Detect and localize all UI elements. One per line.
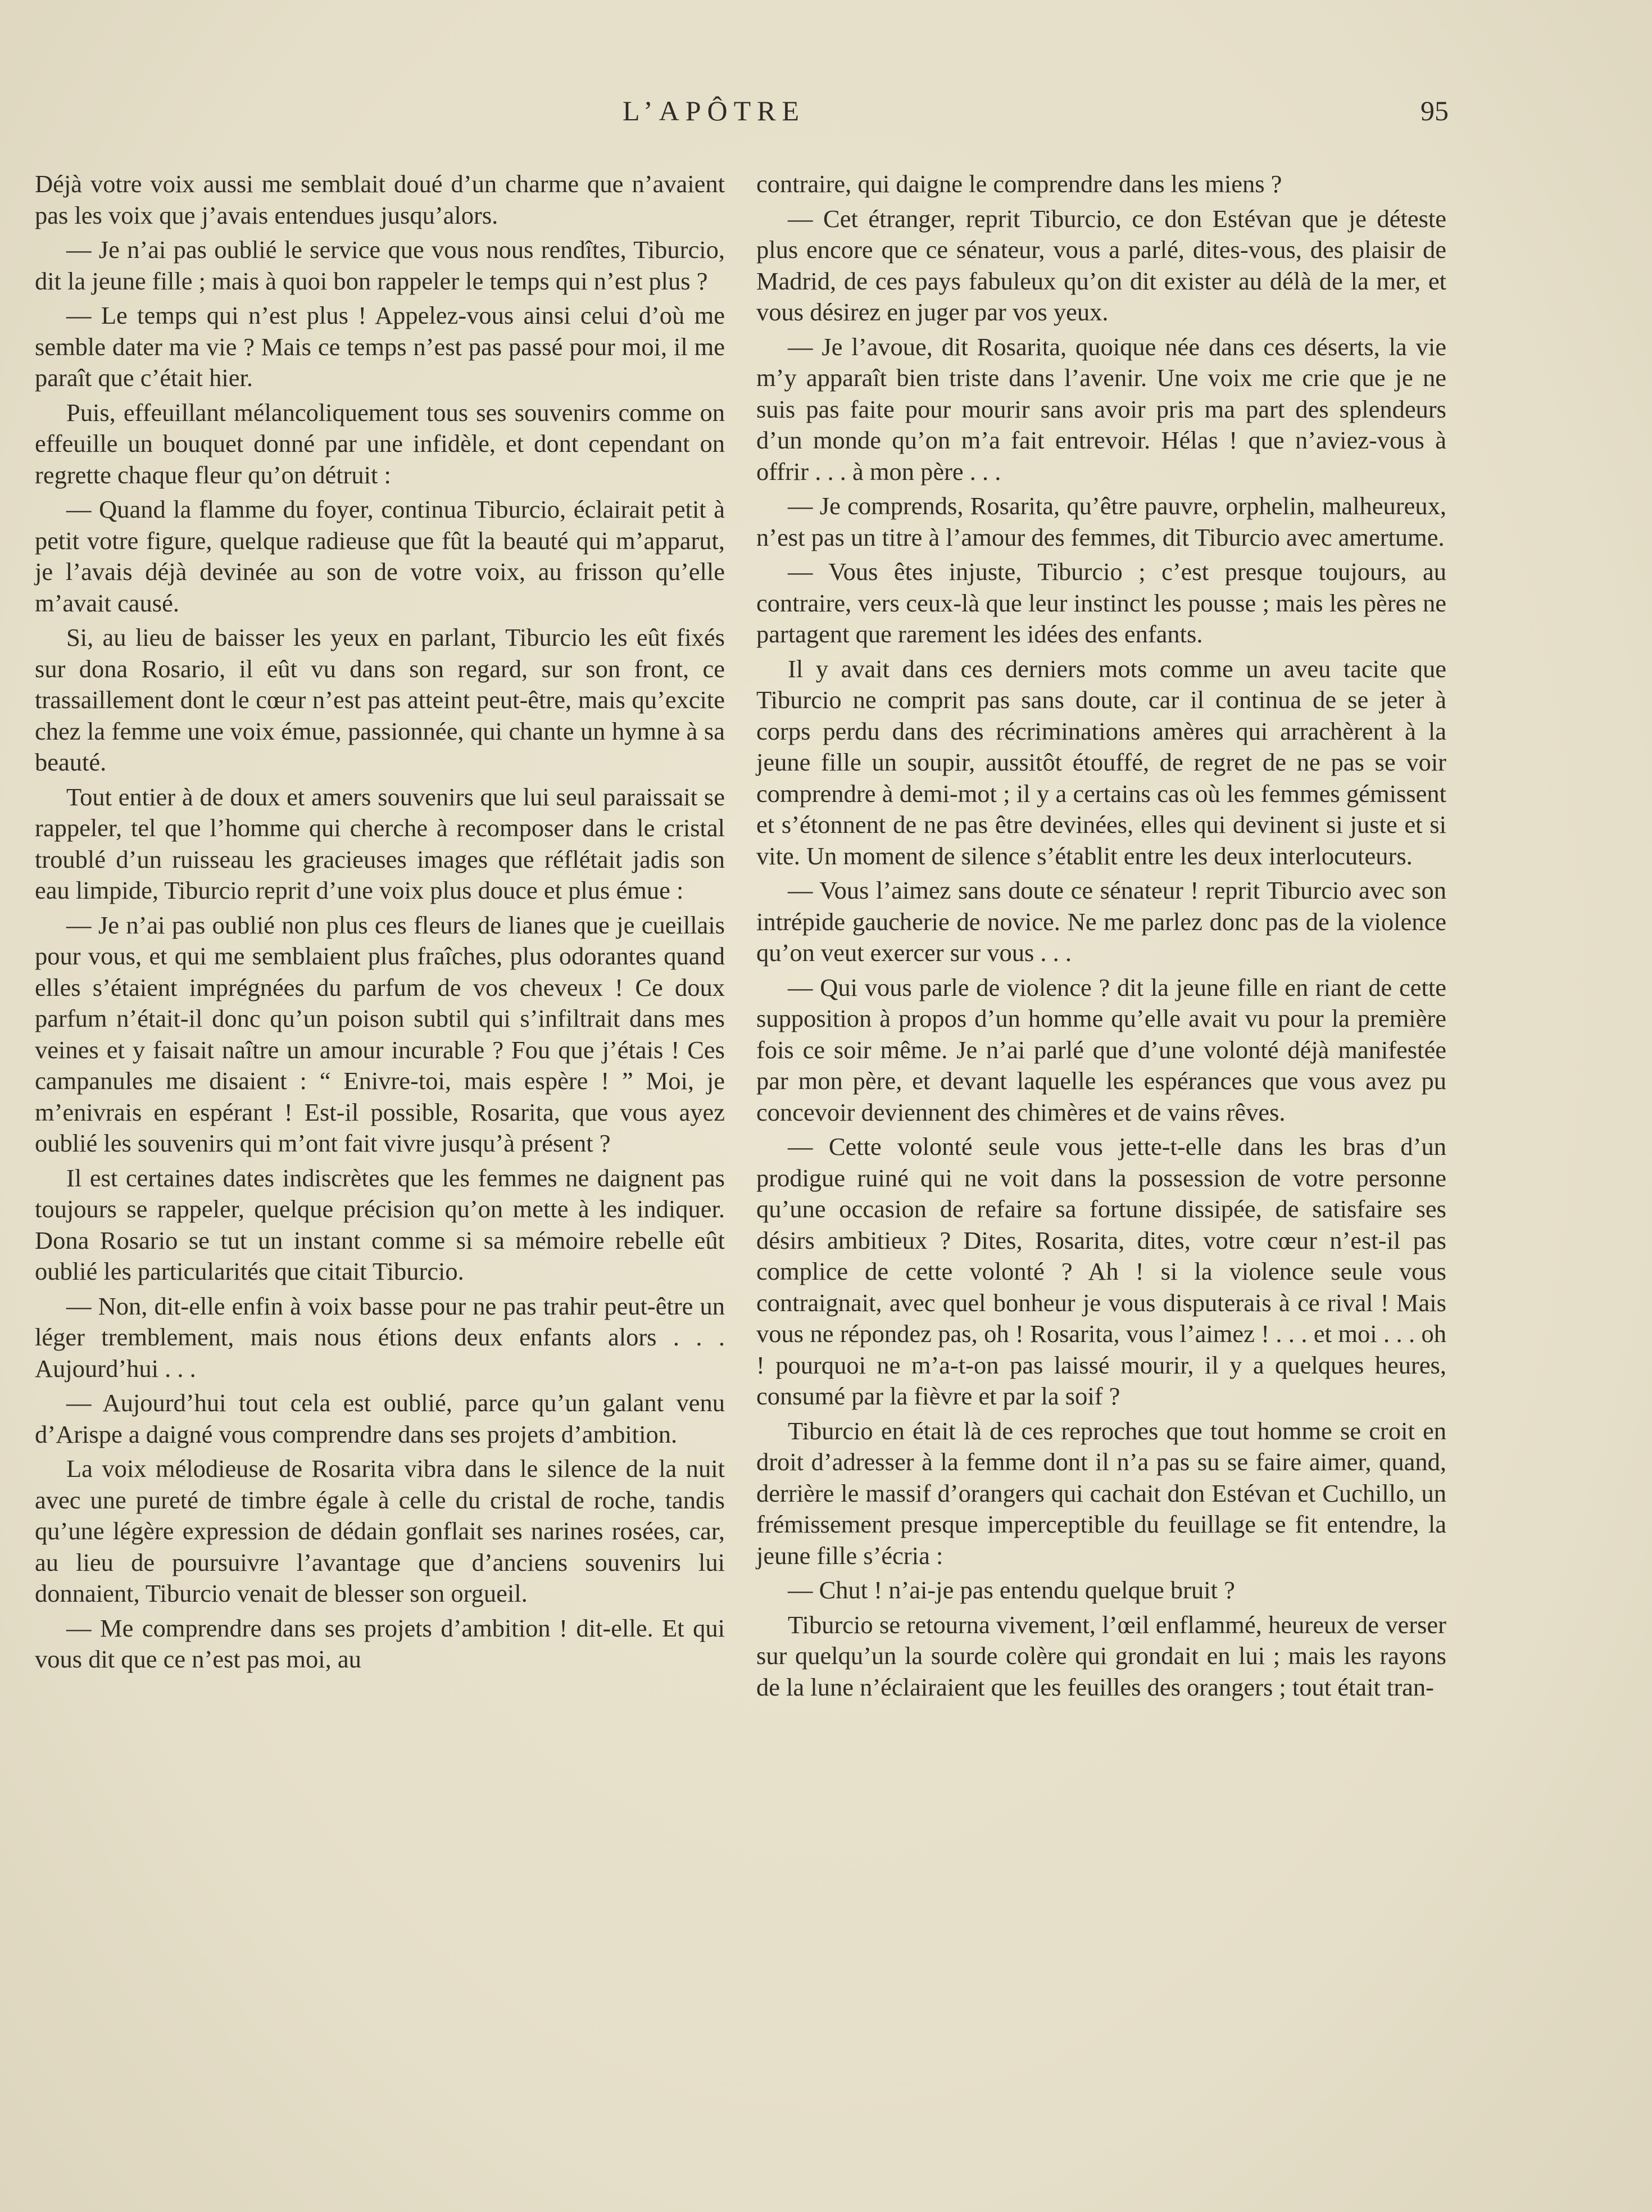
paragraph: Tiburcio se retourna vivement, l’œil enflammé, heureux de verser sur quelqu’un la sourde colère qui grondait en lui ; mais les rayons de la lune n’éclairaient que les feuilles des orangers ; tout était tran- <box>756 1610 1446 1701</box>
paragraph: La voix mélodieuse de Rosarita vibra dans le silence de la nuit avec une pureté de timbre égale à celle du cristal de roche, tandis qu’une légère expression de dédain gonflait ses narines rosées, car, au lieu de poursuivre l’avantage que d’anciens souvenirs lui donnaient, Tiburcio venait de blesser son orgueil. <box>35 1454 725 1607</box>
page-number: 95 <box>1420 95 1449 126</box>
paragraph: — Cet étranger, reprit Tiburcio, ce don Estévan que je déteste plus encore que ce sénateur, vous a parlé, dites-vous, des plaisir de Madrid, de ces pays fabuleux qu’on dit exister au délà de la mer, et vous désirez en juger par vos yeux. <box>756 204 1446 326</box>
running-head <box>0 94 1652 134</box>
left-column <box>35 169 725 1679</box>
running-title: L’APÔTRE <box>623 95 806 126</box>
paragraph: — Je n’ai pas oublié le service que vous nous rendîtes, Tiburcio, dit la jeune fille ; mais à quoi bon rappeler le temps qui n’est plus ? <box>35 235 725 295</box>
paragraph: Tiburcio en était là de ces reproches que tout homme se croit en droit d’adresser à la femme dont il n’a pas su se faire aimer, quand, derrière le massif d’orangers qui cachait don Estévan et Cuchillo, un frémissement presque imperceptible du feuillage se fit entendre, la jeune fille s’écria : <box>756 1416 1446 1570</box>
paragraph: Tout entier à de doux et amers souvenirs que lui seul paraissait se rappeler, tel que l’homme qui cherche à recomposer dans le cristal troublé d’un ruisseau les gracieuses images que réflétait jadis son eau limpide, Tiburcio reprit d’une voix plus douce et plus émue : <box>35 782 725 904</box>
paragraph: — Je comprends, Rosarita, qu’être pauvre, orphelin, malheureux, n’est pas un titre à l’amour des femmes, dit Tiburcio avec amertume. <box>756 492 1446 551</box>
paragraph: — Me comprendre dans ses projets d’ambition ! dit-elle. Et qui vous dit que ce n’est pas moi, au <box>35 1613 725 1673</box>
paragraph: Déjà votre voix aussi me semblait doué d’un charme que n’avaient pas les voix que j’avais entendues jusqu’alors. <box>35 170 725 229</box>
paragraph: — Non, dit-elle enfin à voix basse pour ne pas trahir peut-être un léger tremblement, mais nous étions deux enfants alors . . . Aujourd’hui . . . <box>35 1291 725 1382</box>
paragraph: Il est certaines dates indiscrètes que les femmes ne daignent pas toujours se rappeler, quelque précision qu’on mette à les indiquer. Dona Rosario se tut un instant comme si sa mémoire rebelle eût oublié les particularités que citait Tiburcio. <box>35 1163 725 1285</box>
paragraph: — Vous l’aimez sans doute ce sénateur ! reprit Tiburcio avec son intrépide gaucherie de novice. Ne me parlez donc pas de la violence qu’on veut exercer sur vous . . . <box>756 876 1446 967</box>
paragraph: — Vous êtes injuste, Tiburcio ; c’est presque toujours, au contraire, vers ceux-là que leur instinct les pousse ; mais les pères ne partagent que rarement les idées des enfants. <box>756 557 1446 648</box>
paragraph: — Quand la flamme du foyer, continua Tiburcio, éclairait petit à petit votre figure, quelque radieuse que fût la beauté qui m’apparut, je l’avais déjà devinée au son de votre voix, au frisson qu’elle m’avait causé. <box>35 495 725 617</box>
paragraph: — Chut ! n’ai-je pas entendu quelque bruit ? <box>788 1576 1235 1604</box>
right-column <box>756 169 1446 1706</box>
paragraph: — Cette volonté seule vous jette-t-elle dans les bras d’un prodigue ruiné qui ne voit dans la possession de votre personne qu’une occasion de refaire sa fortune dissipée, de satisfaire ses désirs ambitieux ? Dites, Rosarita, dites, votre cœur n’est-il pas complice de cette volonté ? Ah ! si la violence seule vous contraignait, avec quel bonheur je vous disputerais à ce rival ! Mais vous ne répondez pas, oh ! Rosarita, vous l’aimez ! . . . et moi . . . oh ! pourquoi ne m’a-t-on pas laissé mourir, il y a quelques heures, consumé par la fièvre et par la soif ? <box>756 1132 1446 1410</box>
paragraph: — Je l’avoue, dit Rosarita, quoique née dans ces déserts, la vie m’y apparaît bien triste dans l’avenir. Une voix me crie que je ne suis pas faite pour mourir sans avoir pris ma part des splendeurs d’un monde qu’on m’a fait entrevoir. Hélas ! que n’aviez-vous à offrir . . . à mon père . . . <box>756 332 1446 486</box>
paragraph: Il y avait dans ces derniers mots comme un aveu tacite que Tiburcio ne comprit pas sans doute, car il continua de se jeter à corps perdu dans des récriminations amères qui arrachèrent à la jeune fille un soupir, aussitôt étouffé, de regret de ne pas se voir comprendre à demi-mot ; il y a certains cas où les femmes gémissent et s’étonnent de ne pas être devinées, elles qui devinent si juste et si vite. Un moment de silence s’établit entre les deux interlocuteurs. <box>756 654 1446 870</box>
paragraph: — Qui vous parle de violence ? dit la jeune fille en riant de cette supposition à propos d’un homme qu’elle avait vu pour la première fois ce soir même. Je n’ai parlé que d’une volonté déjà manifestée par mon père, et devant laquelle les espérances que vous avez pu concevoir deviennent des chimères et de vains rêves. <box>756 973 1446 1126</box>
paragraph: contraire, qui daigne le comprendre dans les miens ? <box>756 170 1282 198</box>
paragraph: — Le temps qui n’est plus ! Appelez-vous ainsi celui d’où me semble dater ma vie ? Mais ce temps n’est pas passé pour moi, il me paraît que c’était hier. <box>35 301 725 392</box>
paragraph: Puis, effeuillant mélancoliquement tous ses souvenirs comme on effeuille un bouquet donné par une infidèle, et dont cependant on regrette chaque fleur qu’on détruit : <box>35 398 725 489</box>
paragraph: — Je n’ai pas oublié non plus ces fleurs de lianes que je cueillais pour vous, et qui me semblaient plus fraîches, plus odorantes quand elles s’étaient imprégnées du parfum de vos cheveux ! Ce doux parfum n’était-il donc qu’un poison subtil qui s’infiltrait dans mes veines et y faisait naître un amour incurable ? Fou que j’étais ! Ces campanules me disaient : “ Enivre-toi, mais espère ! ” Moi, je m’enivrais en espérant ! Est-il possible, Rosarita, que vous ayez oublié les souvenirs qui m’ont fait vivre jusqu’à présent ? <box>35 910 725 1157</box>
paragraph: — Aujourd’hui tout cela est oublié, parce qu’un galant venu d’Arispe a daigné vous comprendre dans ses projets d’ambition. <box>35 1389 725 1448</box>
paragraph: Si, au lieu de baisser les yeux en parlant, Tiburcio les eût fixés sur dona Rosario, il eût vu dans son regard, sur son front, ce trassaillement dont le cœur n’est pas atteint peut-être, mais qu’excite chez la femme une voix émue, passionnée, qui chante un hymne à sa beauté. <box>35 623 725 776</box>
